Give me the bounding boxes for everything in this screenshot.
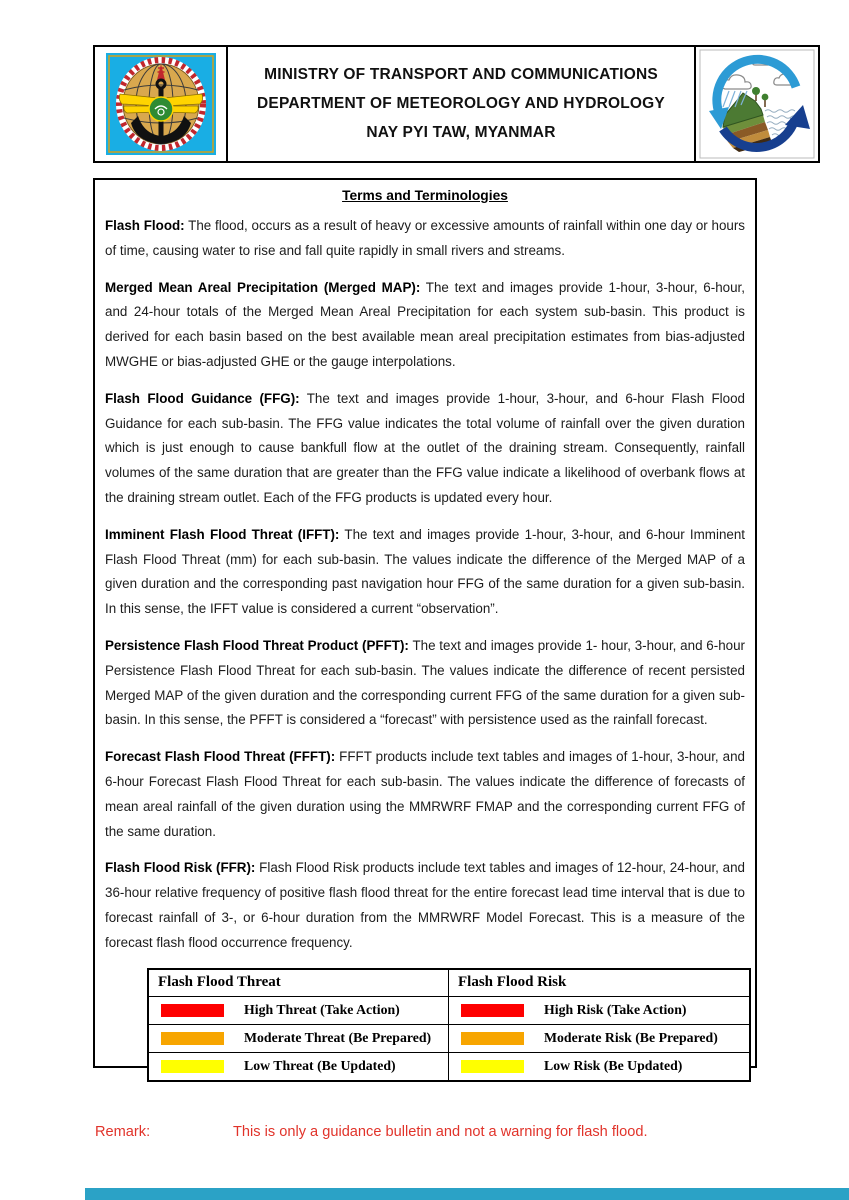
- hydrology-cycle-logo: [696, 47, 818, 161]
- term-label: Merged Mean Areal Precipitation (Merged MAP):: [105, 279, 421, 295]
- ministry-seal-logo: [95, 47, 228, 161]
- risk-moderate-label: Moderate Risk (Be Prepared): [544, 1030, 718, 1046]
- definition-ffg: [105, 387, 745, 511]
- threat-low-cell: [149, 1053, 449, 1080]
- definition-pfft: [105, 634, 745, 733]
- header-line-ministry: MINISTRY OF TRANSPORT AND COMMUNICATIONS: [264, 66, 658, 83]
- threat-low-label: Low Threat (Be Updated): [244, 1058, 396, 1074]
- page-title: Terms and Terminologies: [342, 188, 508, 203]
- threat-high-label: High Threat (Take Action): [244, 1002, 400, 1018]
- threat-moderate-swatch: [161, 1032, 224, 1045]
- hydrology-cycle-icon: [699, 49, 815, 159]
- term-label: Imminent Flash Flood Threat (IFFT):: [105, 526, 340, 542]
- risk-high-cell: [449, 997, 749, 1024]
- header-line-department: DEPARTMENT OF METEOROLOGY AND HYDROLOGY: [257, 95, 665, 112]
- legend-table: [147, 968, 751, 1082]
- term-label: Flash Flood Guidance (FFG):: [105, 390, 300, 406]
- remark: [95, 1124, 648, 1140]
- term-definition: The text and images provide 1-hour, 3-hour, 6-hour, and 24-hour totals of the Merged Mean Areal Precipitation for each system sub-basin. This product is derived for each basin based on the best available mean areal precipitation estimates from bias-adjusted MWGHE or bias-adjusted GHE or the gauge interpolations.: [105, 279, 745, 369]
- terms-box: [93, 178, 757, 1074]
- remark-label: Remark:: [95, 1124, 151, 1140]
- threat-low-swatch: [161, 1060, 224, 1073]
- risk-low-label: Low Risk (Be Updated): [544, 1058, 683, 1074]
- legend-row-moderate: [149, 1024, 749, 1052]
- footer-color-bar: [85, 1188, 849, 1200]
- term-definition: The text and images provide 1-hour, 3-hour, and 6-hour Flash Flood Guidance for each sub-basin. The FFG value indicates the total volume of rainfall over the given duration which is just enough to cause bankfull flow at the outlet of the draining stream. Consequently, rainfall volumes of the same duration that are greater than the FFG value indicate a likelihood of overbank flows at the draining stream outlet. Each of the FFG products is updated every hour.: [105, 390, 745, 505]
- threat-high-cell: [149, 997, 449, 1024]
- risk-high-label: High Risk (Take Action): [544, 1002, 687, 1018]
- term-definition: The text and images provide 1- hour, 3-hour, and 6-hour Persistence Flash Flood Threat for each sub-basin. The values indicate the difference of recent persisted Merged MAP of the given duration and the corresponding current FFG of the same duration for a given sub-basin. In this sense, the PFFT is considered a “forecast” with persistence used as the rainfall forecast.: [105, 637, 746, 728]
- term-label: Forecast Flash Flood Threat (FFFT):: [105, 749, 336, 765]
- definition-flash-flood: [105, 214, 745, 264]
- term-definition: The flood, occurs as a result of heavy or excessive amounts of rainfall within one day or hours of time, causing water to rise and fall quite rapidly in small rivers and streams.: [105, 218, 745, 258]
- threat-moderate-cell: [149, 1025, 449, 1052]
- header-line-location: NAY PYI TAW, MYANMAR: [366, 124, 556, 141]
- threat-high-swatch: [161, 1004, 224, 1017]
- term-label: Flash Flood Risk (FFR):: [105, 860, 256, 876]
- definition-ffft: [105, 745, 745, 844]
- term-label: Flash Flood:: [105, 218, 185, 233]
- definition-ffr: [105, 856, 745, 955]
- legend-row-low: [149, 1052, 749, 1080]
- remark-text: This is only a guidance bulletin and not a warning for flash flood.: [233, 1124, 648, 1140]
- risk-low-cell: [449, 1053, 749, 1080]
- legend-col-risk: Flash Flood Risk: [458, 974, 567, 991]
- term-definition: The text and images provide 1-hour, 3-hour, and 6-hour Imminent Flash Flood Threat (mm) for each sub-basin. The values indicate the difference of the Merged MAP of a given duration and the corresponding past navigation hour FFG of the same duration for a given sub-basin. In this sense, the IFFT value is considered a current “observation”.: [105, 526, 745, 617]
- header-titles: [228, 47, 696, 161]
- risk-moderate-swatch: [461, 1032, 524, 1045]
- document-header: [93, 45, 820, 163]
- threat-moderate-label: Moderate Threat (Be Prepared): [244, 1030, 432, 1046]
- risk-moderate-cell: [449, 1025, 749, 1052]
- legend-row-high: [149, 996, 749, 1024]
- legend-col-threat: Flash Flood Threat: [149, 970, 449, 996]
- term-label: Persistence Flash Flood Threat Product (PFFT):: [105, 637, 409, 653]
- legend-header-row: [149, 970, 749, 996]
- risk-low-swatch: [461, 1060, 524, 1073]
- definition-ifft: [105, 523, 745, 622]
- risk-high-swatch: [461, 1004, 524, 1017]
- ministry-seal-icon: [106, 53, 216, 155]
- definition-merged-map: [105, 276, 745, 375]
- term-definition: Flash Flood Risk products include text tables and images of 12-hour, 24-hour, and 36-hour relative frequency of positive flash flood threat for the entire forecast lead time interval that is due to forecast rainfall of 3-, or 6-hour duration from the MMRWRF Model Forecast. This is a measure of the forecast flash flood occurrence frequency.: [105, 860, 745, 950]
- term-definition: FFFT products include text tables and images of 1-hour, 3-hour, and 6-hour Forecast Flash Flood Threat for each sub-basin. The values indicate the difference of forecasts of mean areal rainfall of the given duration using the MMRWRF FMAP and the corresponding current FFG of the same duration.: [105, 749, 745, 839]
